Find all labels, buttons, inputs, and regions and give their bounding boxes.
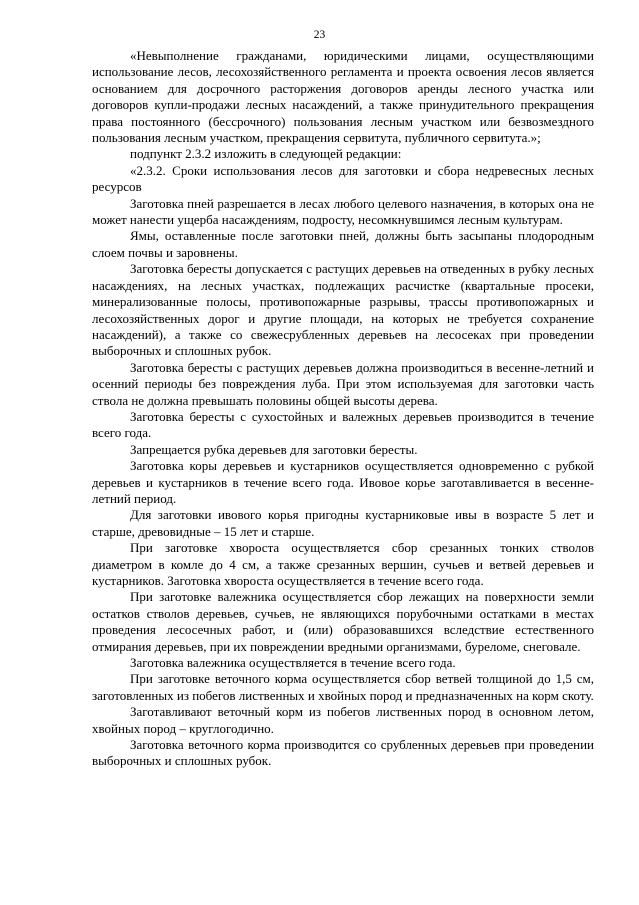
paragraph-twig-fodder-source: Заготовка веточного корма производится со срубленных деревьев при проведении выборочных и сплошных рубок.: [92, 737, 594, 769]
paragraph-birch-bark-seasons: Заготовка бересты с растущих деревьев должна производиться в весенне-летний и осенний периоды без повреждения луба. При этом используемая для заготовки часть ствола не должна превышать половины общей высоты дерева.: [92, 359, 594, 408]
page-number: 23: [313, 29, 326, 41]
paragraph-birch-bark-permitted: Заготовка бересты допускается с растущих деревьев на отведенных в рубку лесных насаждениях, на лесных участках, подлежащих расчистке (квартальные просеки, минерализованные полосы, противопожарные разрывы, трассы противопожарных и лесохозяйственных дорог и другие площади, на которых не требуется сохранение насаждений), а также со свежесрубленных деревьев на лесосеках при проведении выборочных и сплошных рубок.: [92, 261, 594, 359]
paragraph-amendment-intro: подпункт 2.3.2 изложить в следующей редакции:: [130, 146, 402, 162]
paragraph-section-heading: «2.3.2. Сроки использования лесов для заготовки и сбора недревесных лесных ресурсов: [92, 162, 594, 195]
paragraph-birch-bark-prohibition: Запрещается рубка деревьев для заготовки бересты.: [130, 441, 418, 457]
paragraph-twig-fodder: При заготовке веточного корма осуществляется сбор ветвей толщиной до 1,5 см, заготовленных из побегов лиственных и хвойных пород и предназначенных на корм скоту.: [92, 671, 594, 703]
paragraph-stumps: Заготовка пней разрешается в лесах любого целевого назначения, в которых она не может нанести ущерба насаждениям, подросту, несомкнувшимся лесным культурам.: [92, 195, 594, 228]
paragraph-willow-bark: Для заготовки ивового корья пригодны кустарниковые ивы в возрасте 5 лет и старше, древовидные – 15 лет и старше.: [92, 507, 594, 539]
paragraph-deadwood-season: Заготовка валежника осуществляется в течение всего года.: [130, 655, 456, 671]
paragraph-brushwood: При заготовке хвороста осуществляется сбор срезанных тонких стволов диаметром в комле до 4 см, а также срезанных вершин, сучьев и ветвей деревьев и кустарников. Заготовка хвороста осуществляется в течение всего года.: [92, 540, 594, 588]
paragraph-violation-clause: «Невыполнение гражданами, юридическими лицами, осуществляющими использование лесов, лесохозяйственного регламента и проекта освоения лесов является основанием для досрочного расторжения договоров аренды лесного участка или договоров купли-продажи лесных насаждений, а также принудительного прекращения права постоянного (бессрочного) пользования лесным участком или безвозмездного пользования лесным участком, прекращения сервитута, публичного сервитута.»;: [92, 48, 594, 146]
document-body: [92, 48, 594, 770]
paragraph-stump-pits: Ямы, оставленные после заготовки пней, должны быть засыпаны плодородным слоем почвы и заровнены.: [92, 228, 594, 260]
paragraph-deadwood: При заготовке валежника осуществляется сбор лежащих на поверхности земли остатков стволов деревьев, сучьев, не являющихся порубочными остатками в местах проведения лесосечных работ, и (или) образовавшихся вследствие естественного отмирания деревьев, при их повреждении вредными организмами, буреломе, снеговале.: [92, 589, 594, 654]
paragraph-twig-fodder-season: Заготавливают веточный корм из побегов лиственных пород в основном летом, хвойных пород – круглогодично.: [92, 704, 594, 736]
paragraph-tree-bark: Заготовка коры деревьев и кустарников осуществляется одновременно с рубкой деревьев и кустарников в течение всего года. Ивовое корье заготавливается в весенне-летний период.: [92, 458, 594, 506]
paragraph-birch-bark-deadwood: Заготовка бересты с сухостойных и валежных деревьев производится в течение всего года.: [92, 408, 594, 441]
